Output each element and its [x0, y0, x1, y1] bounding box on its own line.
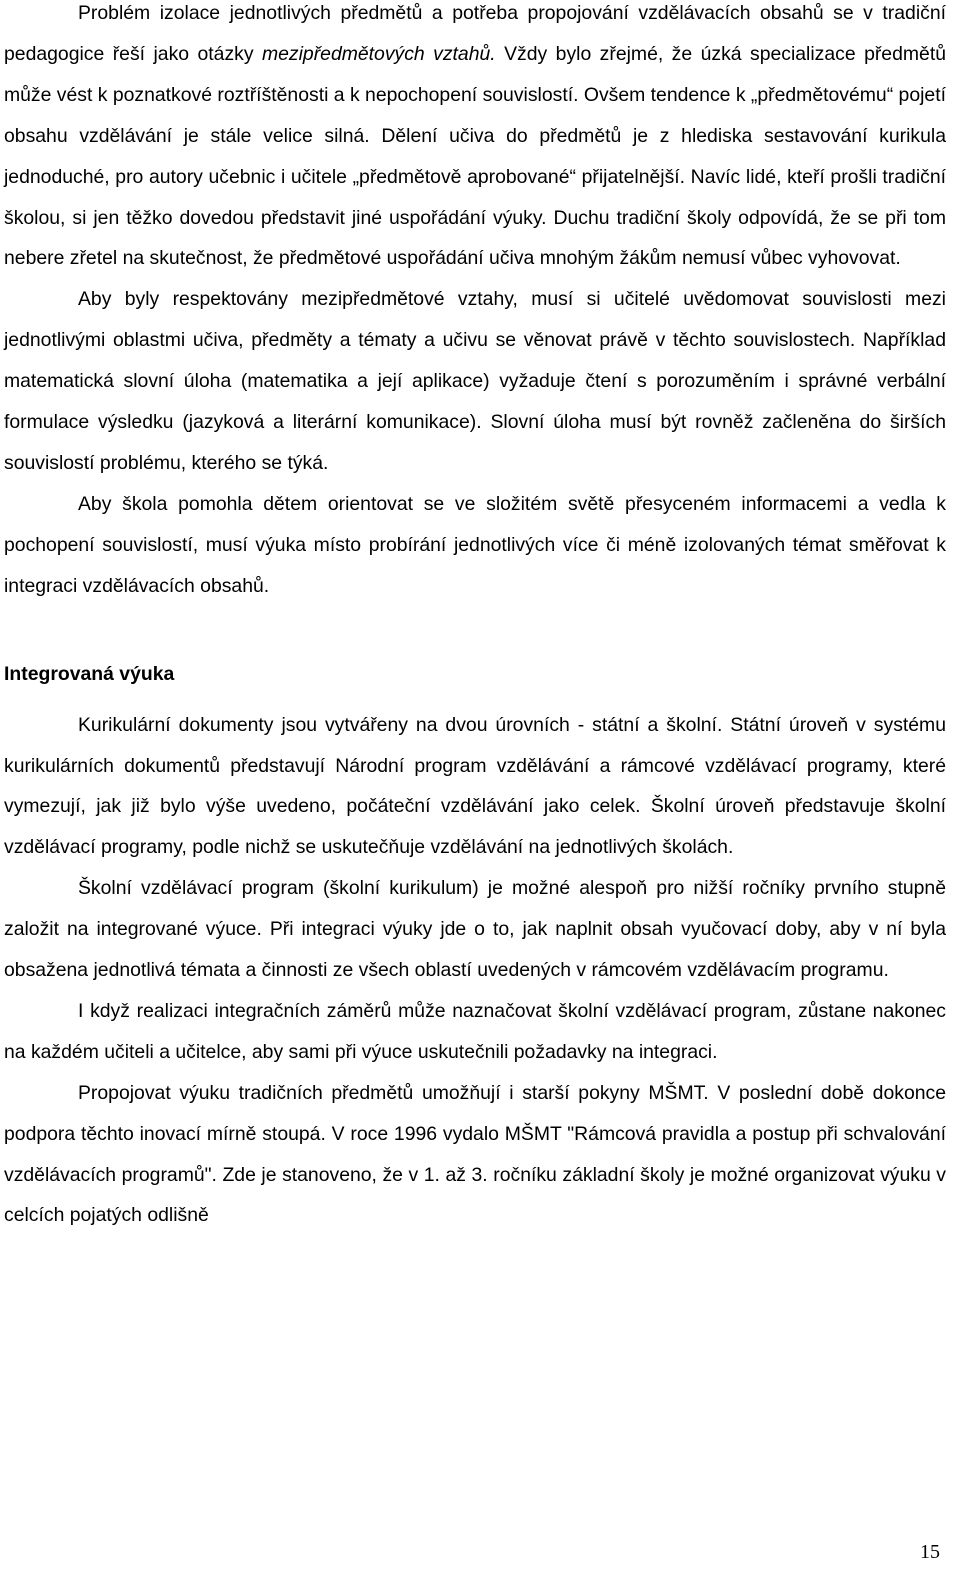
- section-heading: Integrovaná výuka: [4, 662, 175, 685]
- paragraph-school-program: Školní vzdělávací program (školní kurikulum) je možné alespoň pro nižší ročníky prvního stupně založit na integrované výuce. Při integraci výuky jde o to, jak naplnit obsah vyučovací doby, aby v ní byla obsažena jednotlivá témata a činnosti ze všech oblastí uvedených v rámcovém vzdělávacím programu.: [4, 877, 946, 982]
- paragraph-interdisciplinary-relations: [4, 0, 946, 279]
- paragraph-integration-realization: I když realizaci integračních záměrů může naznačovat školní vzdělávací program, zůstane nakonec na každém učiteli a učitelce, aby sami při výuce uskutečnili požadavky na integraci.: [4, 999, 946, 1063]
- paragraph-curricular-documents: Kurikulární dokumenty jsou vytvářeny na dvou úrovních - státní a školní. Státní úroveň v systému kurikulárních dokumentů představují Národní program vzdělávání a rámcové vzdělávací programy, které vymezují, jak již bylo výše uvedeno, počáteční vzdělávání jako celek. Školní úroveň představuje školní vzdělávací programy, podle nichž se uskutečňuje vzdělávání na jednotlivých školách.: [4, 713, 946, 859]
- section-spacer: [4, 694, 946, 705]
- emphasized-term: mezipředmětových vztahů.: [261, 42, 496, 65]
- paragraph-school-integration: Aby škola pomohla dětem orientovat se ve složitém světě přesyceném informacemi a vedla k pochopení souvislostí, musí výuka místo probírání jednotlivých více či méně izolovaných témat směřovat k integraci vzdělávacích obsahů.: [4, 492, 946, 597]
- paragraph-msmt-guidelines: Propojovat výuku tradičních předmětů umožňují i starší pokyny MŠMT. V poslední době dokonce podpora těchto inovací mírně stoupá. V roce 1996 vydalo MŠMT "Rámcová pravidla a postup při schvalování vzdělávacích programů". Zde je stanoveno, že v 1. až 3. ročníku základní školy je možné organizovat výuku v celcích pojatých odlišně: [4, 1081, 946, 1227]
- page-number: 15: [920, 1541, 940, 1563]
- section-spacer: [4, 607, 946, 654]
- paragraph-text: Problém izolace jednotlivých předmětů a potřeba propojování vzdělávacích obsahů se v tradiční pedagogice řeší jako otázky: [4, 2, 946, 65]
- document-page: [4, 0, 946, 1236]
- paragraph-respecting-relations: Aby byly respektovány mezipředmětové vztahy, musí si učitelé uvědomovat souvislosti mezi jednotlivými oblastmi učiva, předměty a tématy a učivu se věnovat právě v těchto souvislostech. Například matematická slovní úloha (matematika a její aplikace) vyžaduje čtení s porozuměním i správné verbální formulace výsledku (jazyková a literární komunikace). Slovní úloha musí být rovněž začleněna do širších souvislostí problému, kterého se týká.: [4, 288, 946, 474]
- paragraph-text: Vždy bylo zřejmé, že úzká specializace předmětů může vést k poznatkové roztříštěnosti a k nepochopení souvislostí. Ovšem tendence k „předmětovému“ pojetí obsahu vzdělávání je stále velice silná. Dělení učiva do předmětů je z hlediska sestavování kurikula jednoduché, pro autory učebnic i učitele „předmětově aprobované“ přijatelnější. Navíc lidé, kteří prošli tradiční školou, si jen těžko dovedou představit jiné uspořádání výuky. Duchu tradiční školy odpovídá, že se při tom nebere zřetel na skutečnost, že předmětové uspořádání učiva mnohým žákům nemusí vůbec vyhovovat.: [4, 42, 946, 270]
